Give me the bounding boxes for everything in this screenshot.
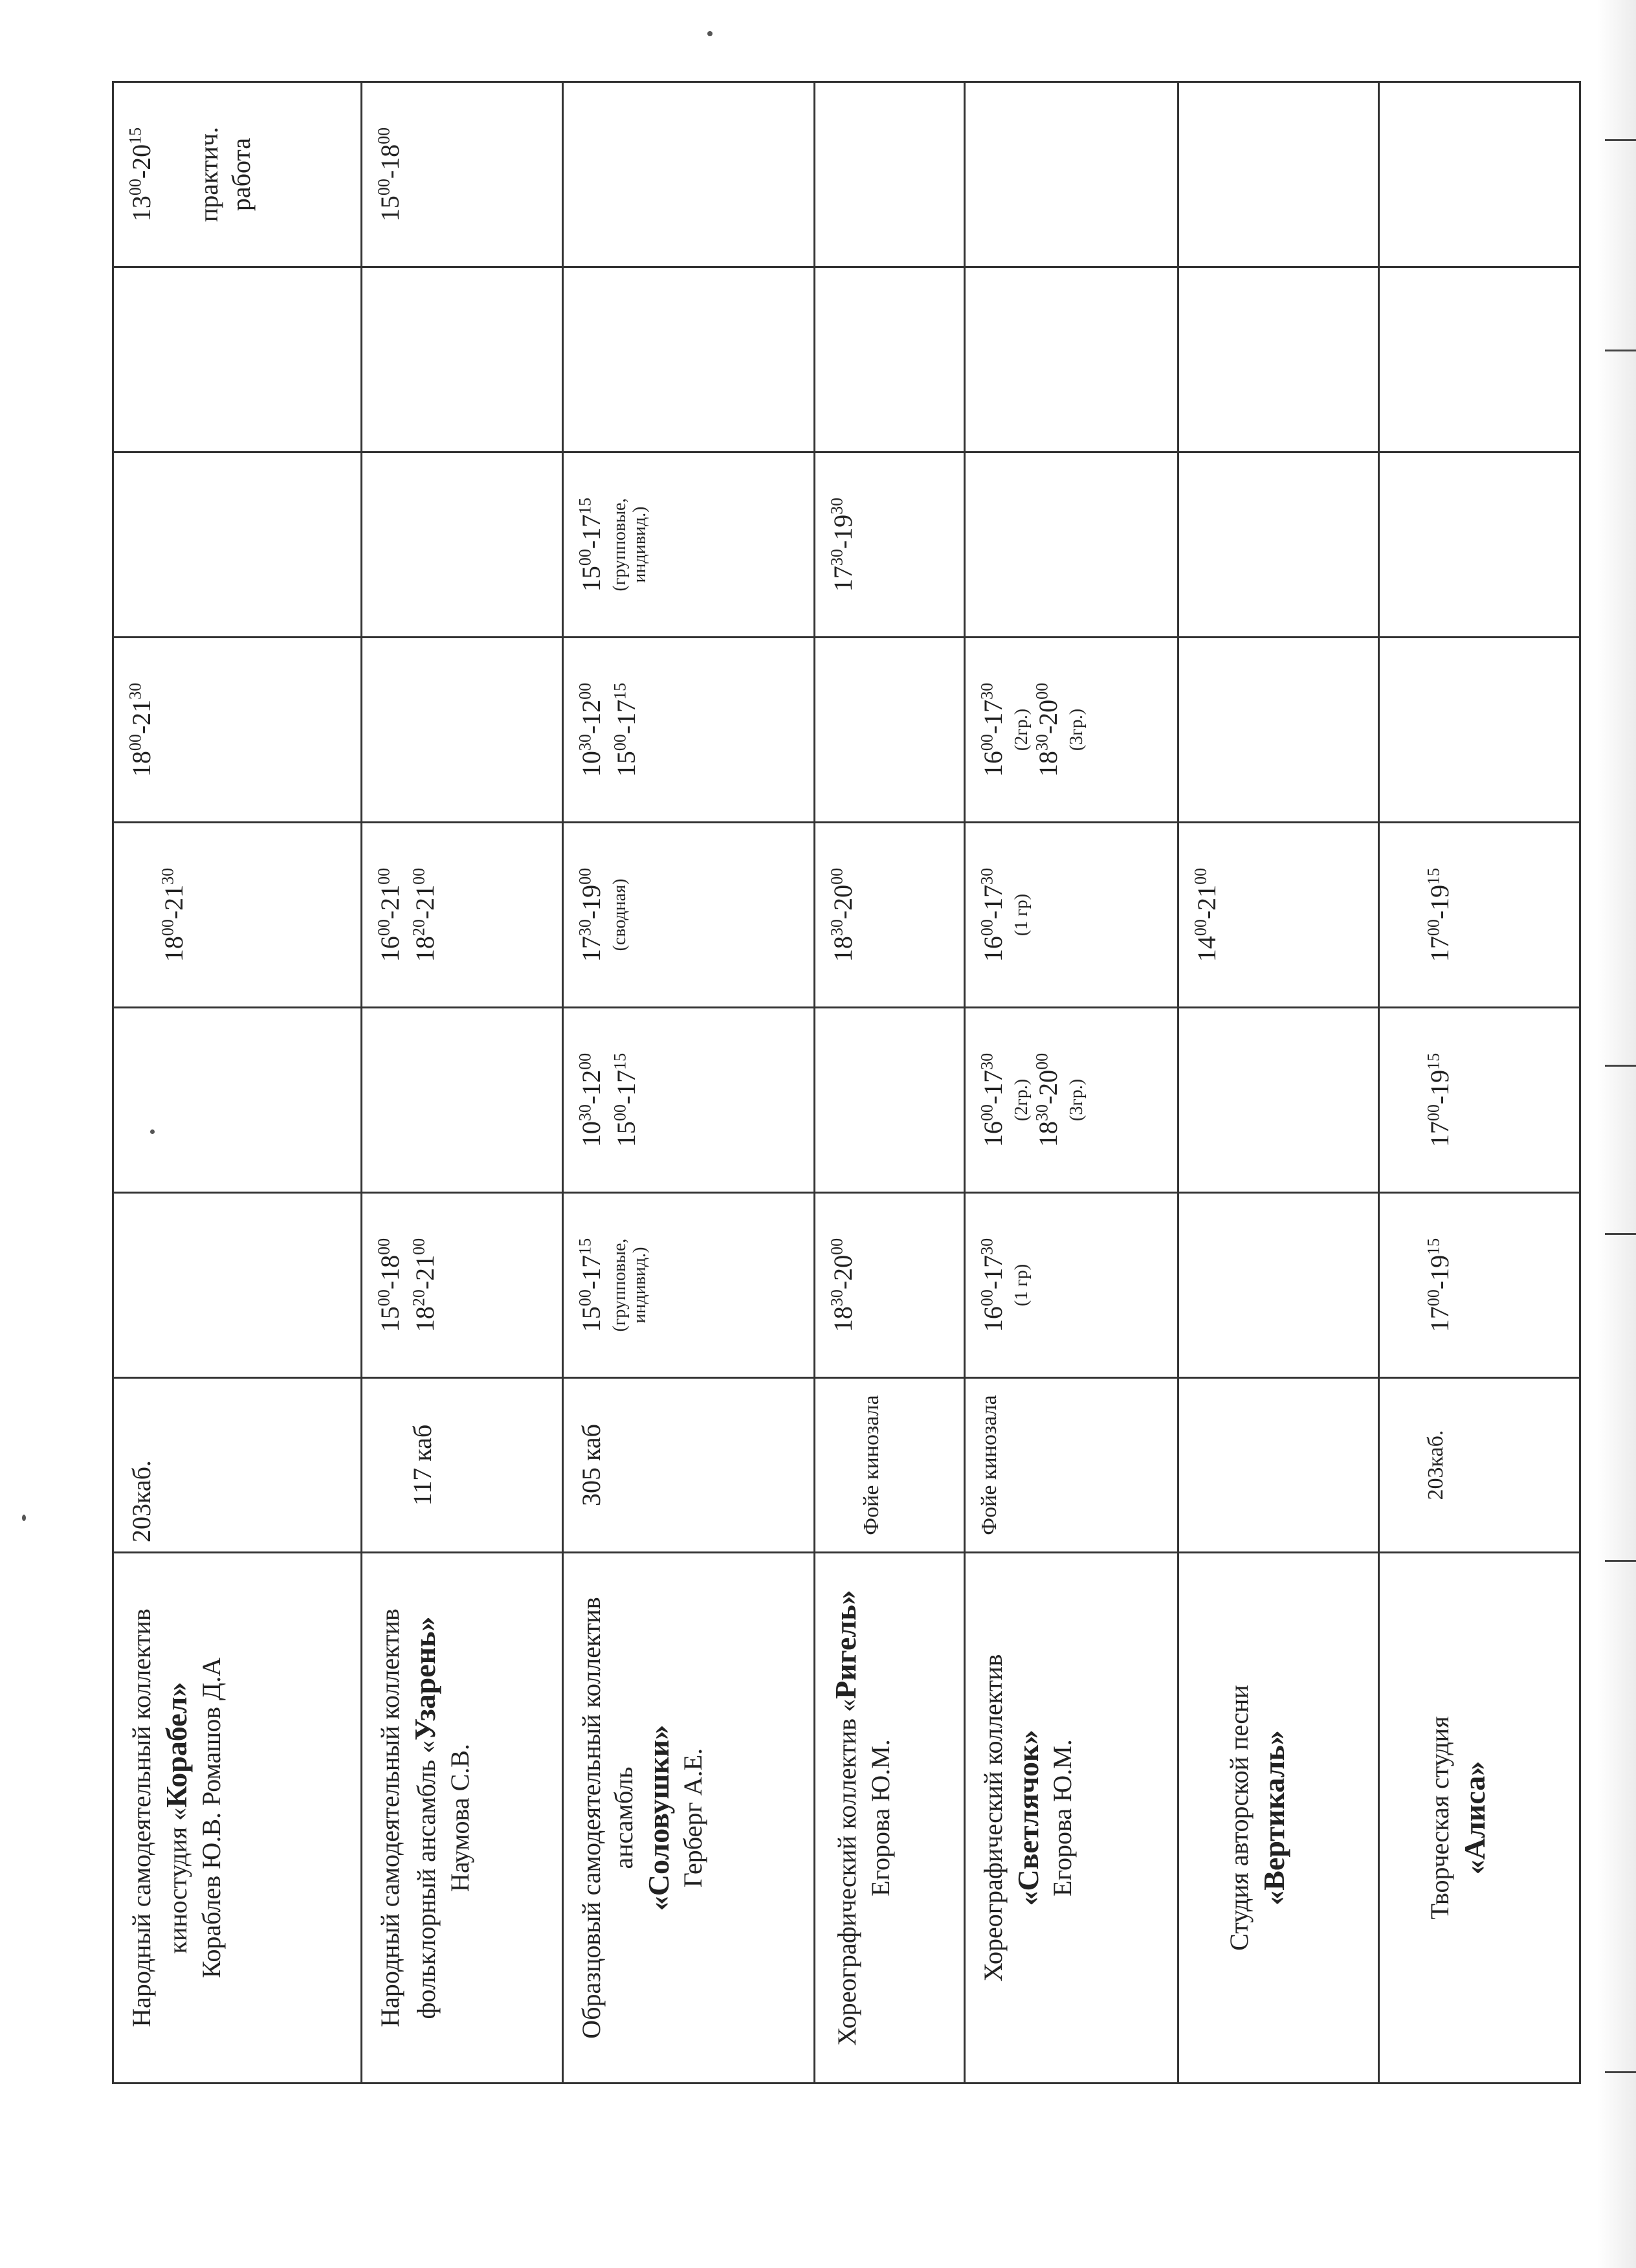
table-row — [1178, 82, 1379, 2084]
table-row — [362, 82, 563, 2084]
group-name-cell: Студия авторской песни «Вертикаль» — [1178, 1553, 1379, 2084]
schedule-cell — [562, 452, 815, 638]
slot-note: (сводная) — [609, 878, 630, 951]
scan-edge-mark — [1605, 1065, 1636, 1067]
schedule-cell — [362, 823, 563, 1008]
schedule-cell — [1178, 1008, 1379, 1193]
schedule-cell — [1178, 1193, 1379, 1378]
slot-note: (1 гр) — [1011, 1263, 1032, 1307]
time-slot: $18^{20}-21^{00}$ — [409, 1238, 440, 1333]
time-slot: $17^{00}-19^{15}$ — [1424, 1238, 1455, 1333]
schedule-cell — [815, 823, 965, 1008]
schedule-cell — [964, 82, 1178, 267]
group-name-cell: Хореографический коллектив «Светлячок» Егорова Ю.М. — [964, 1553, 1178, 2084]
time-slot: $16^{00}-17^{30}$ — [977, 1238, 1008, 1333]
time-slot: $10^{30}-12^{00}$ — [575, 682, 606, 777]
room-cell: 203каб. — [113, 1378, 362, 1553]
page-edge-shadow — [1597, 0, 1636, 2268]
schedule-cell — [362, 638, 563, 823]
schedule-cell — [113, 267, 362, 452]
schedule-cell — [113, 823, 362, 1008]
room-cell: 305 каб — [562, 1378, 815, 1553]
time-slot: $16^{00}-17^{30}$ — [977, 682, 1008, 777]
group-name-cell: Творческая студия «Алиса» — [1379, 1553, 1580, 2084]
schedule-cell — [562, 1193, 815, 1378]
slot-note: (2гр.) — [1011, 708, 1032, 751]
group-leaders: Егорова Ю.М. — [1048, 1739, 1078, 1896]
room-cell — [1178, 1378, 1379, 1553]
schedule-cell — [1379, 1008, 1580, 1193]
time-slot: $18^{30}-20^{00}$ — [828, 867, 858, 962]
group-leaders: Герберг А.Е. — [678, 1748, 708, 1888]
group-name-cell: Народный самодеятельный коллектив киностудия «Корабел» Кораблев Ю.В. Ромашов Д.А — [113, 1553, 362, 2084]
schedule-cell — [964, 638, 1178, 823]
scan-edge-mark — [1605, 2071, 1636, 2073]
scan-edge-mark — [1605, 1233, 1636, 1235]
group-name-cell: Образцовый самодеятельный коллектив ансамбль «Соловушки» Герберг А.Е. — [562, 1553, 815, 2084]
time-slot: $13^{00}-20^{15}$ — [126, 127, 156, 222]
time-slot: $10^{30}-12^{00}$ — [575, 1052, 606, 1148]
time-slot: $15^{00}-17^{15}$ — [575, 1238, 606, 1333]
scan-edge-mark — [1605, 350, 1636, 351]
time-slot: $15^{00}-17^{15}$ — [610, 682, 641, 777]
time-slot: $15^{00}-17^{15}$ — [610, 1052, 641, 1148]
time-slot: $14^{00}-21^{00}$ — [1191, 867, 1221, 962]
schedule-cell — [1379, 267, 1580, 452]
schedule-cell — [1379, 638, 1580, 823]
schedule-table — [112, 81, 1581, 2084]
table-row — [815, 82, 965, 2084]
schedule-cell — [1178, 82, 1379, 267]
schedule-cell — [113, 1008, 362, 1193]
schedule-cell — [815, 1193, 965, 1378]
time-slot: $18^{00}-21^{30}$ — [126, 682, 156, 777]
time-slot: $18^{00}-21^{30}$ — [158, 867, 188, 962]
room-cell: 117 каб — [362, 1378, 563, 1553]
slot-note: (групповые, индивид.) — [609, 1238, 650, 1332]
table-row — [1379, 82, 1580, 2084]
schedule-cell — [362, 1008, 563, 1193]
schedule-cell — [964, 267, 1178, 452]
time-slot: $17^{30}-19^{30}$ — [828, 497, 858, 592]
schedule-cell — [113, 452, 362, 638]
schedule-cell — [362, 267, 563, 452]
slot-note: (1 гр) — [1011, 893, 1032, 937]
schedule-cell — [362, 82, 563, 267]
group-leaders: Кораблев Ю.В. Ромашов Д.А — [196, 1657, 226, 1979]
time-slot: $18^{20}-21^{00}$ — [409, 867, 440, 962]
schedule-cell — [362, 1193, 563, 1378]
schedule-cell — [964, 1008, 1178, 1193]
time-slot: $18^{30}-20^{00}$ — [1032, 682, 1063, 777]
slot-note: (3гр.) — [1066, 1078, 1087, 1122]
schedule-cell — [964, 452, 1178, 638]
schedule-cell — [113, 1193, 362, 1378]
slot-note: (групповые, индивид.) — [609, 498, 650, 592]
schedule-cell — [815, 452, 965, 638]
group-leaders: Наумова С.В. — [445, 1744, 474, 1892]
scan-edge-mark — [1605, 1560, 1636, 1562]
group-leaders: Егорова Ю.М. — [865, 1739, 895, 1896]
schedule-cell — [815, 267, 965, 452]
time-slot: $16^{00}-17^{30}$ — [977, 867, 1008, 962]
table-row — [964, 82, 1178, 2084]
schedule-cell — [562, 1008, 815, 1193]
time-slot: $16^{00}-21^{00}$ — [374, 867, 405, 962]
scan-speck — [22, 1515, 26, 1521]
schedule-cell — [1178, 638, 1379, 823]
schedule-cell — [815, 638, 965, 823]
time-slot: $17^{30}-19^{00}$ — [575, 867, 606, 962]
time-slot: $17^{00}-19^{15}$ — [1424, 1052, 1455, 1148]
schedule-cell — [562, 638, 815, 823]
time-slot: $18^{30}-20^{00}$ — [1032, 1052, 1063, 1148]
schedule-sheet — [112, 84, 1581, 2084]
schedule-cell — [1178, 823, 1379, 1008]
scan-speck — [707, 31, 713, 36]
schedule-cell — [562, 823, 815, 1008]
scan-edge-mark — [1605, 139, 1636, 141]
schedule-cell — [964, 823, 1178, 1008]
schedule-cell — [562, 82, 815, 267]
schedule-cell — [815, 82, 965, 267]
table-row — [113, 82, 362, 2084]
room-cell: Фойе кинозала — [815, 1378, 965, 1553]
slot-note: практич. работа — [194, 126, 256, 223]
time-slot: $15^{00}-17^{15}$ — [575, 497, 606, 592]
schedule-cell — [562, 267, 815, 452]
schedule-cell — [362, 452, 563, 638]
schedule-cell — [1379, 1193, 1580, 1378]
schedule-cell — [815, 1008, 965, 1193]
time-slot: $15^{00}-18^{00}$ — [374, 1238, 405, 1333]
schedule-cell — [964, 1193, 1178, 1378]
slot-note: (3гр.) — [1066, 708, 1087, 751]
room-cell: 203каб. — [1379, 1378, 1580, 1553]
schedule-cell — [113, 638, 362, 823]
schedule-cell — [1178, 452, 1379, 638]
time-slot: $16^{00}-17^{30}$ — [977, 1052, 1008, 1148]
time-slot: $17^{00}-19^{15}$ — [1424, 867, 1455, 962]
schedule-cell — [1379, 452, 1580, 638]
group-name-cell: Народный самодеятельный коллектив фольклорный ансамбль «Узарень» Наумова С.В. — [362, 1553, 563, 2084]
group-name-cell: Хореографический коллектив «Ригель» Егорова Ю.М. — [815, 1553, 965, 2084]
time-slot: $18^{30}-20^{00}$ — [828, 1238, 858, 1333]
schedule-cell — [113, 82, 362, 267]
schedule-cell — [1379, 823, 1580, 1008]
schedule-cell — [1379, 82, 1580, 267]
room-cell: Фойе кинозала — [964, 1378, 1178, 1553]
time-slot: $15^{00}-18^{00}$ — [374, 127, 405, 222]
schedule-cell — [1178, 267, 1379, 452]
slot-note: (2гр.) — [1011, 1078, 1032, 1122]
table-row — [562, 82, 815, 2084]
